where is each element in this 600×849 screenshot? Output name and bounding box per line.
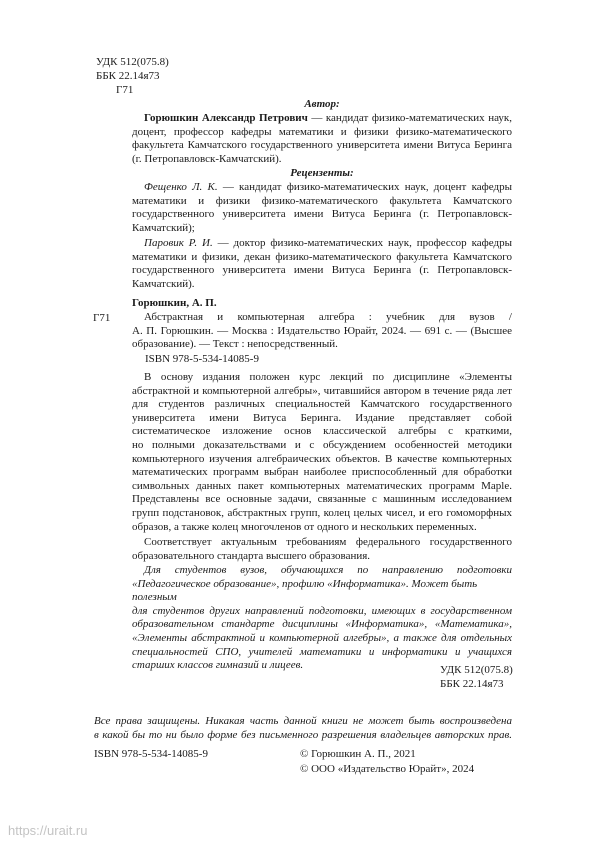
author-name: Горюшкин Александр Петрович: [144, 112, 308, 124]
author-line-4: (г. Петропавловск-Камчатский).: [132, 152, 282, 165]
rights-notice: Все права защищены. Никакая часть данной книги не может быть воспроизведена в какой бы то ни было форме без письменного разрешения владельцев авторских прав.: [94, 715, 512, 741]
watermark-url: https://urait.ru: [8, 823, 88, 838]
bib-margin-mark: Г71: [93, 312, 111, 324]
udk-code: УДК 512(075.8): [96, 56, 169, 68]
footer-isbn: ISBN 978-5-534-14085-9: [94, 748, 208, 760]
bbk-code-bottom: ББК 22.14я73: [440, 678, 504, 690]
author-line-1: Горюшкин Александр Петрович — кандидат физико-математических наук,: [144, 112, 512, 124]
udk-code-bottom: УДК 512(075.8): [440, 664, 513, 676]
author-line-3: факультета Камчатского государственного университета имени Витуса Беринга: [132, 139, 512, 152]
bib-record: Абстрактная и компьютерная алгебра : учебник для вузов / А. П. Горюшкин. — Москва : Издательство Юрайт, 2024. — 691 с. — (Высшее образование). — Текст : непосредственный.: [132, 311, 512, 351]
copyright-author: © Горюшкин А. П., 2021: [300, 748, 416, 760]
copyright-publisher: © ООО «Издательство Юрайт», 2024: [300, 763, 475, 775]
annotation-paragraph-1: В основу издания положен курс лекций по дисциплине «Элементы абстрактной и компьютерной алгебры», читавшийся автором в течение ряда лет для студентов различных специальностей Камчатского государственного университета имени Витуса Беринга. Издание представляет собой систематическое изложение основ классической алгебры с краткими, но полными доказательствами и с обсуждением особенностей методики компьютерного изучения алгебраических объектов. В качестве компьютерных математических программ выбран наиболее приспособленный для обработки символьных данных пакет компьютерных математических программ Maple. Представлены все основные задачи, связанные с машинным исследованием групп подстановок, абстрактных групп, колец целых чисел, и его гомоморфных образов, а также колец многочленов от одного и нескольких переменных.: [132, 371, 512, 533]
author-block: [132, 112, 512, 166]
bib-author-heading: Горюшкин, А. П.: [132, 297, 217, 309]
reviewer-1-name: Фещенко Л. К.: [144, 181, 218, 193]
reviewer-2-name: Паровик Р. И.: [144, 237, 213, 249]
reviewer-1: Фещенко Л. К. — кандидат физико-математических наук, доцент кафедры математики и физики физико-математического факультета Камчатского государственного университета имени Витуса Беринга (г. Петропавловск- Камчатский);: [132, 181, 512, 234]
annotation-paragraph-3: Для студентов вузов, обучающихся по направлению подготовки «Педагогическое образование», профилю «Информатика». Может быть полезным для студентов других направлений подготовки, имеющих в государственном образовательном стандарте дисциплины «Информатика», «Математика», «Элементы абстрактной и компьютерной алгебры», а также для отдельных специальностей СПО, учителей математики и информатики и учащихся старших классов гимназий и лицеев.: [132, 564, 512, 672]
author-line-2: доцент, профессор кафедры математики и физики физико-математического: [132, 125, 512, 138]
author-mark: Г71: [116, 84, 134, 96]
annotation-paragraph-2: Соответствует актуальным требованиям федерального государственного образовательного стандарта высшего образования.: [132, 536, 512, 562]
reviewer-2: Паровик Р. И. — доктор физико-математических наук, профессор кафедры математики и физики, декан физико-математического факультета Камчатского государственного университета имени Витуса Беринга (г. Петропавловск- Камчатский).: [132, 237, 512, 290]
bib-isbn: ISBN 978-5-534-14085-9: [145, 353, 259, 365]
author-heading: Автор:: [304, 98, 340, 110]
reviewers-heading: Рецензенты:: [290, 167, 354, 179]
bbk-code: ББК 22.14я73: [96, 70, 160, 82]
